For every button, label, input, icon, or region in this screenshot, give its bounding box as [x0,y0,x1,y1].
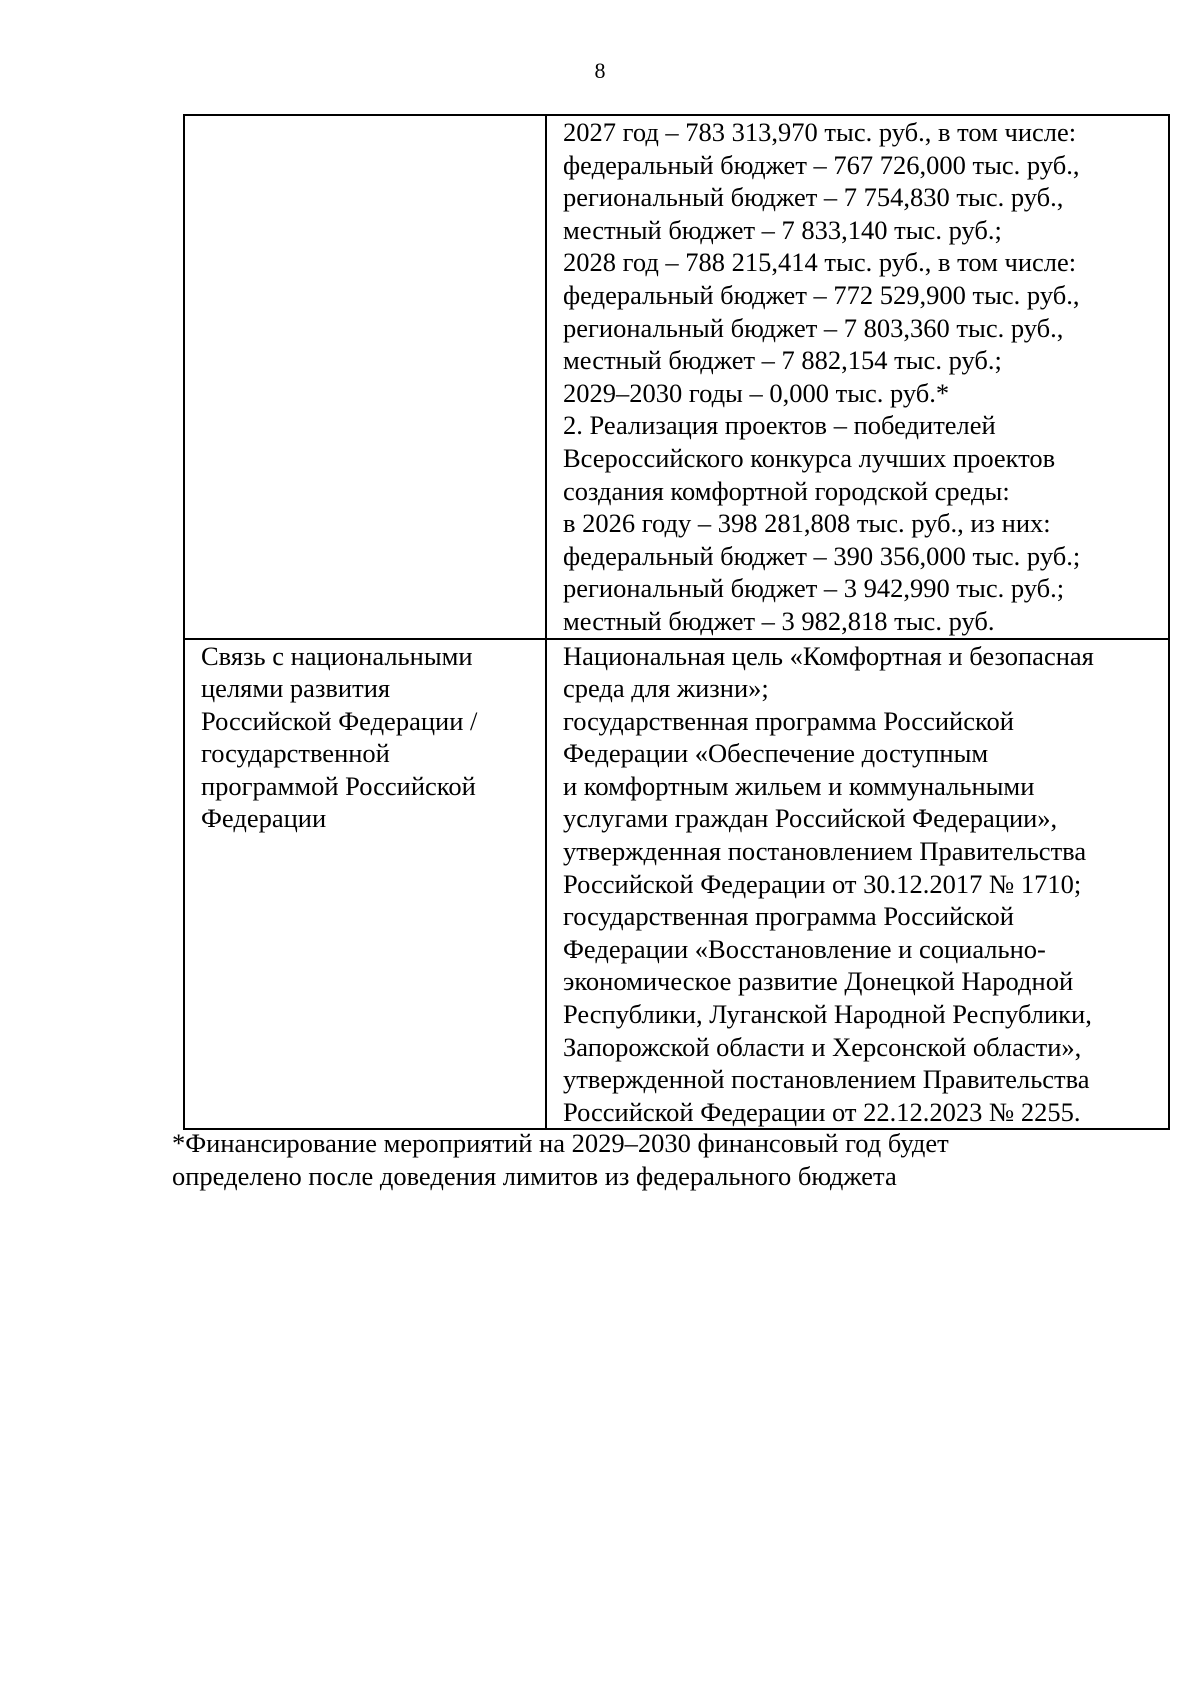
cell-text-line: экономическое развитие Донецкой Народной [563,966,1074,997]
passport-table [183,114,1170,1130]
cell-text-line: местный бюджет – 7 882,154 тыс. руб.; [563,345,1002,376]
cell-text-line: государственная программа Российской [563,901,1014,932]
table-cell-label [184,639,546,1130]
cell-text-line: Федерации «Восстановление и социально- [563,933,1046,964]
cell-text-line: 2027 год – 783 313,970 тыс. руб., в том числе: [563,117,1077,147]
cell-text-line: 2. Реализация проектов – победителей [563,410,996,441]
cell-text-line: утвержденная постановлением Правительства [563,836,1087,867]
page-number: 8 [594,58,606,83]
cell-text-line: государственной [201,738,390,769]
cell-text-line: региональный бюджет – 7 803,360 тыс. руб., [563,312,1064,343]
cell-text-line: Республики, Луганской Народной Республики, [563,999,1092,1030]
cell-text-line: в 2026 году – 398 281,808 тыс. руб., из них: [563,508,1051,539]
cell-text-line: 2028 год – 788 215,414 тыс. руб., в том числе: [563,247,1077,278]
table-cell-value [546,639,1169,1130]
cell-text-line: Всероссийского конкурса лучших проектов [563,442,1056,473]
cell-text-line: создания комфортной городской среды: [563,475,1010,506]
cell-text-line: Российской Федерации от 22.12.2023 № 2255. [563,1096,1081,1127]
footnote [172,1127,949,1193]
table-row [184,115,1169,639]
cell-text-line: Федерации [201,803,327,834]
cell-text-line: утвержденной постановлением Правительства [563,1064,1090,1095]
cell-text-line: местный бюджет – 7 833,140 тыс. руб.; [563,214,1002,245]
cell-text-line: федеральный бюджет – 390 356,000 тыс. руб.; [563,540,1081,571]
cell-text-line: государственная программа Российской [563,705,1014,736]
cell-text-line: среда для жизни»; [563,673,769,704]
cell-text-line: региональный бюджет – 7 754,830 тыс. руб., [563,182,1064,213]
cell-text-line: региональный бюджет – 3 942,990 тыс. руб.; [563,573,1065,604]
cell-text-line: федеральный бюджет – 767 726,000 тыс. руб., [563,149,1080,180]
cell-text-line: 2029–2030 годы – 0,000 тыс. руб.* [563,377,950,408]
table-row [184,639,1169,1130]
footnote-line: *Финансирование мероприятий на 2029–2030 финансовый год будет [172,1128,949,1158]
cell-text-line: Российской Федерации от 30.12.2017 № 1710; [563,868,1082,899]
table-cell-label [184,115,546,639]
cell-text-line: местный бюджет – 3 982,818 тыс. руб. [563,605,995,636]
cell-text-line: и комфортным жильем и коммунальными [563,770,1035,801]
cell-text-line: услугами граждан Российской Федерации», [563,803,1058,834]
cell-text-line: Национальная цель «Комфортная и безопасная [563,640,1094,671]
cell-text-line: Связь с национальными [201,640,473,671]
cell-text-line: целями развития [201,673,391,704]
table-cell-value [546,115,1169,639]
cell-text-line: программой Российской [201,770,476,801]
cell-text-line: Запорожской области и Херсонской области», [563,1031,1082,1062]
footnote-line: определено после доведения лимитов из федерального бюджета [172,1161,897,1191]
cell-text-line: федеральный бюджет – 772 529,900 тыс. руб., [563,279,1080,310]
cell-text-line: Российской Федерации / [201,705,478,736]
cell-text-line: Федерации «Обеспечение доступным [563,738,989,769]
